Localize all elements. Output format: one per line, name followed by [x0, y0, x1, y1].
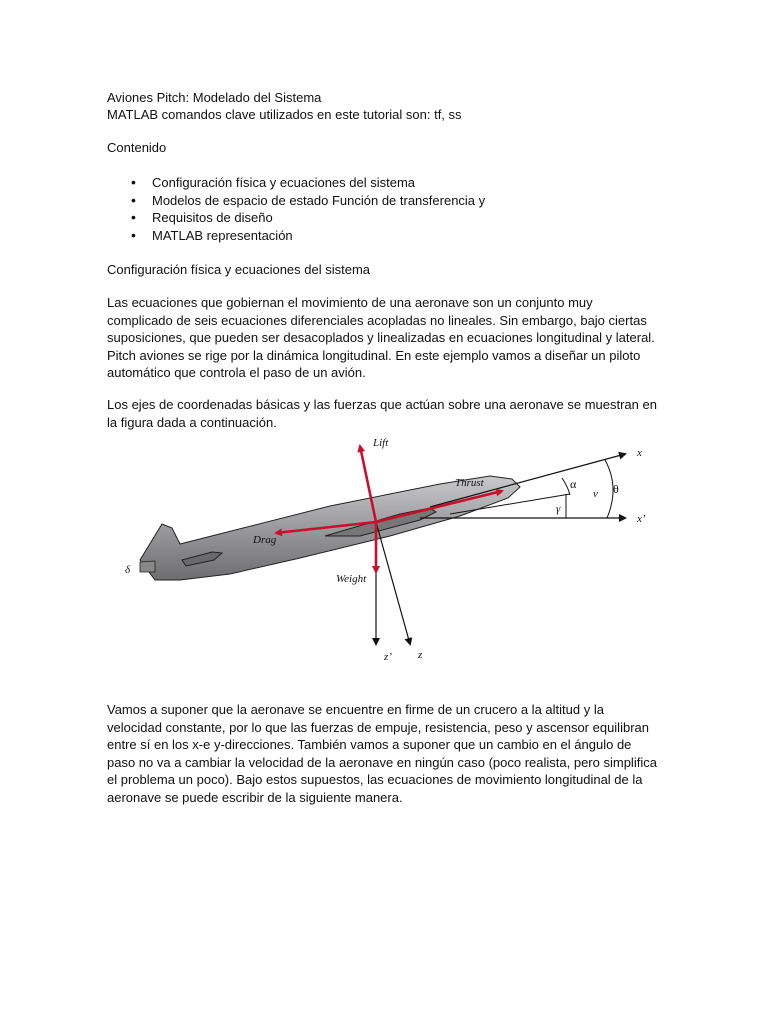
document-title: Aviones Pitch: Modelado del Sistema: [107, 90, 322, 105]
theta-label: θ: [613, 482, 619, 496]
lift-label: Lift: [373, 437, 389, 449]
paragraph-equations-intro: Las ecuaciones que gobiernan el movimiento de una aeronave son un conjunto muy complicado de seis ecuaciones diferenciales acopladas no lineales. Sin embargo, bajo ciertas suposiciones, que pueden ser desacoplados y linealizadas en ecuaciones longitudinal y lateral. Pitch aviones se rige por la dinámica longitudinal. En este ejemplo vamos a diseñar un piloto automático que controla el paso de un avión.: [107, 295, 655, 380]
aircraft-forces-figure: [100, 432, 670, 667]
paragraph-assumptions: Vamos a suponer que la aeronave se encuentre en firme de un crucero a la altitud y la velocidad constante, por lo que las fuerzas de empuje, resistencia, peso y ascensor equilibran entre sí en los x-e y-direcciones. También vamos a suponer que un cambio en el ángulo de paso no va a cambiar la velocidad de la aeronave en ningún caso (poco realista, pero simplifica el problema un poco). Bajo estos supuestos, las ecuaciones de movimiento longitudinal de la aeronave se puede escribir de la siguiente manera.: [107, 702, 657, 805]
alpha-label: α: [570, 477, 577, 491]
contents-list: [107, 174, 485, 244]
contents-heading: Contenido: [107, 140, 167, 155]
drag-label: Drag: [253, 534, 277, 546]
z-axis: [376, 522, 410, 644]
matlab-commands-line: MATLAB comandos clave utilizados en este tutorial son: tf, ss: [107, 107, 462, 122]
contents-item: • Configuración física y ecuaciones del sistema: [131, 174, 416, 190]
delta-label: δ: [125, 564, 131, 576]
z-label: z: [418, 649, 423, 661]
contents-item: • MATLAB representación: [131, 226, 293, 243]
bullet-icon: •: [131, 191, 136, 208]
contents-item: • Modelos de espacio de estado Función de transferencia y: [131, 191, 486, 208]
tail-flap: [140, 561, 155, 572]
gamma-label: γ: [556, 503, 561, 515]
alpha-arc: [562, 478, 570, 495]
contents-item: • Requisitos de diseño: [131, 209, 273, 225]
v-label: v: [593, 488, 598, 500]
bullet-icon: •: [131, 174, 136, 190]
x-label: x: [637, 447, 642, 459]
bullet-icon: •: [131, 209, 136, 225]
thrust-label: Thrust: [455, 477, 484, 489]
bullet-icon: •: [131, 226, 136, 243]
paragraph-axes-intro: Los ejes de coordenadas básicas y las fuerzas que actúan sobre una aeronave se muestran en la figura dada a continuación.: [107, 397, 657, 430]
weight-label: Weight: [336, 573, 367, 585]
theta-arc: [605, 460, 613, 518]
section-heading: Configuración física y ecuaciones del sistema: [107, 262, 371, 277]
x-prime-label: x’: [637, 513, 646, 525]
aircraft-diagram: [100, 432, 670, 667]
z-prime-label: z’: [384, 651, 392, 663]
